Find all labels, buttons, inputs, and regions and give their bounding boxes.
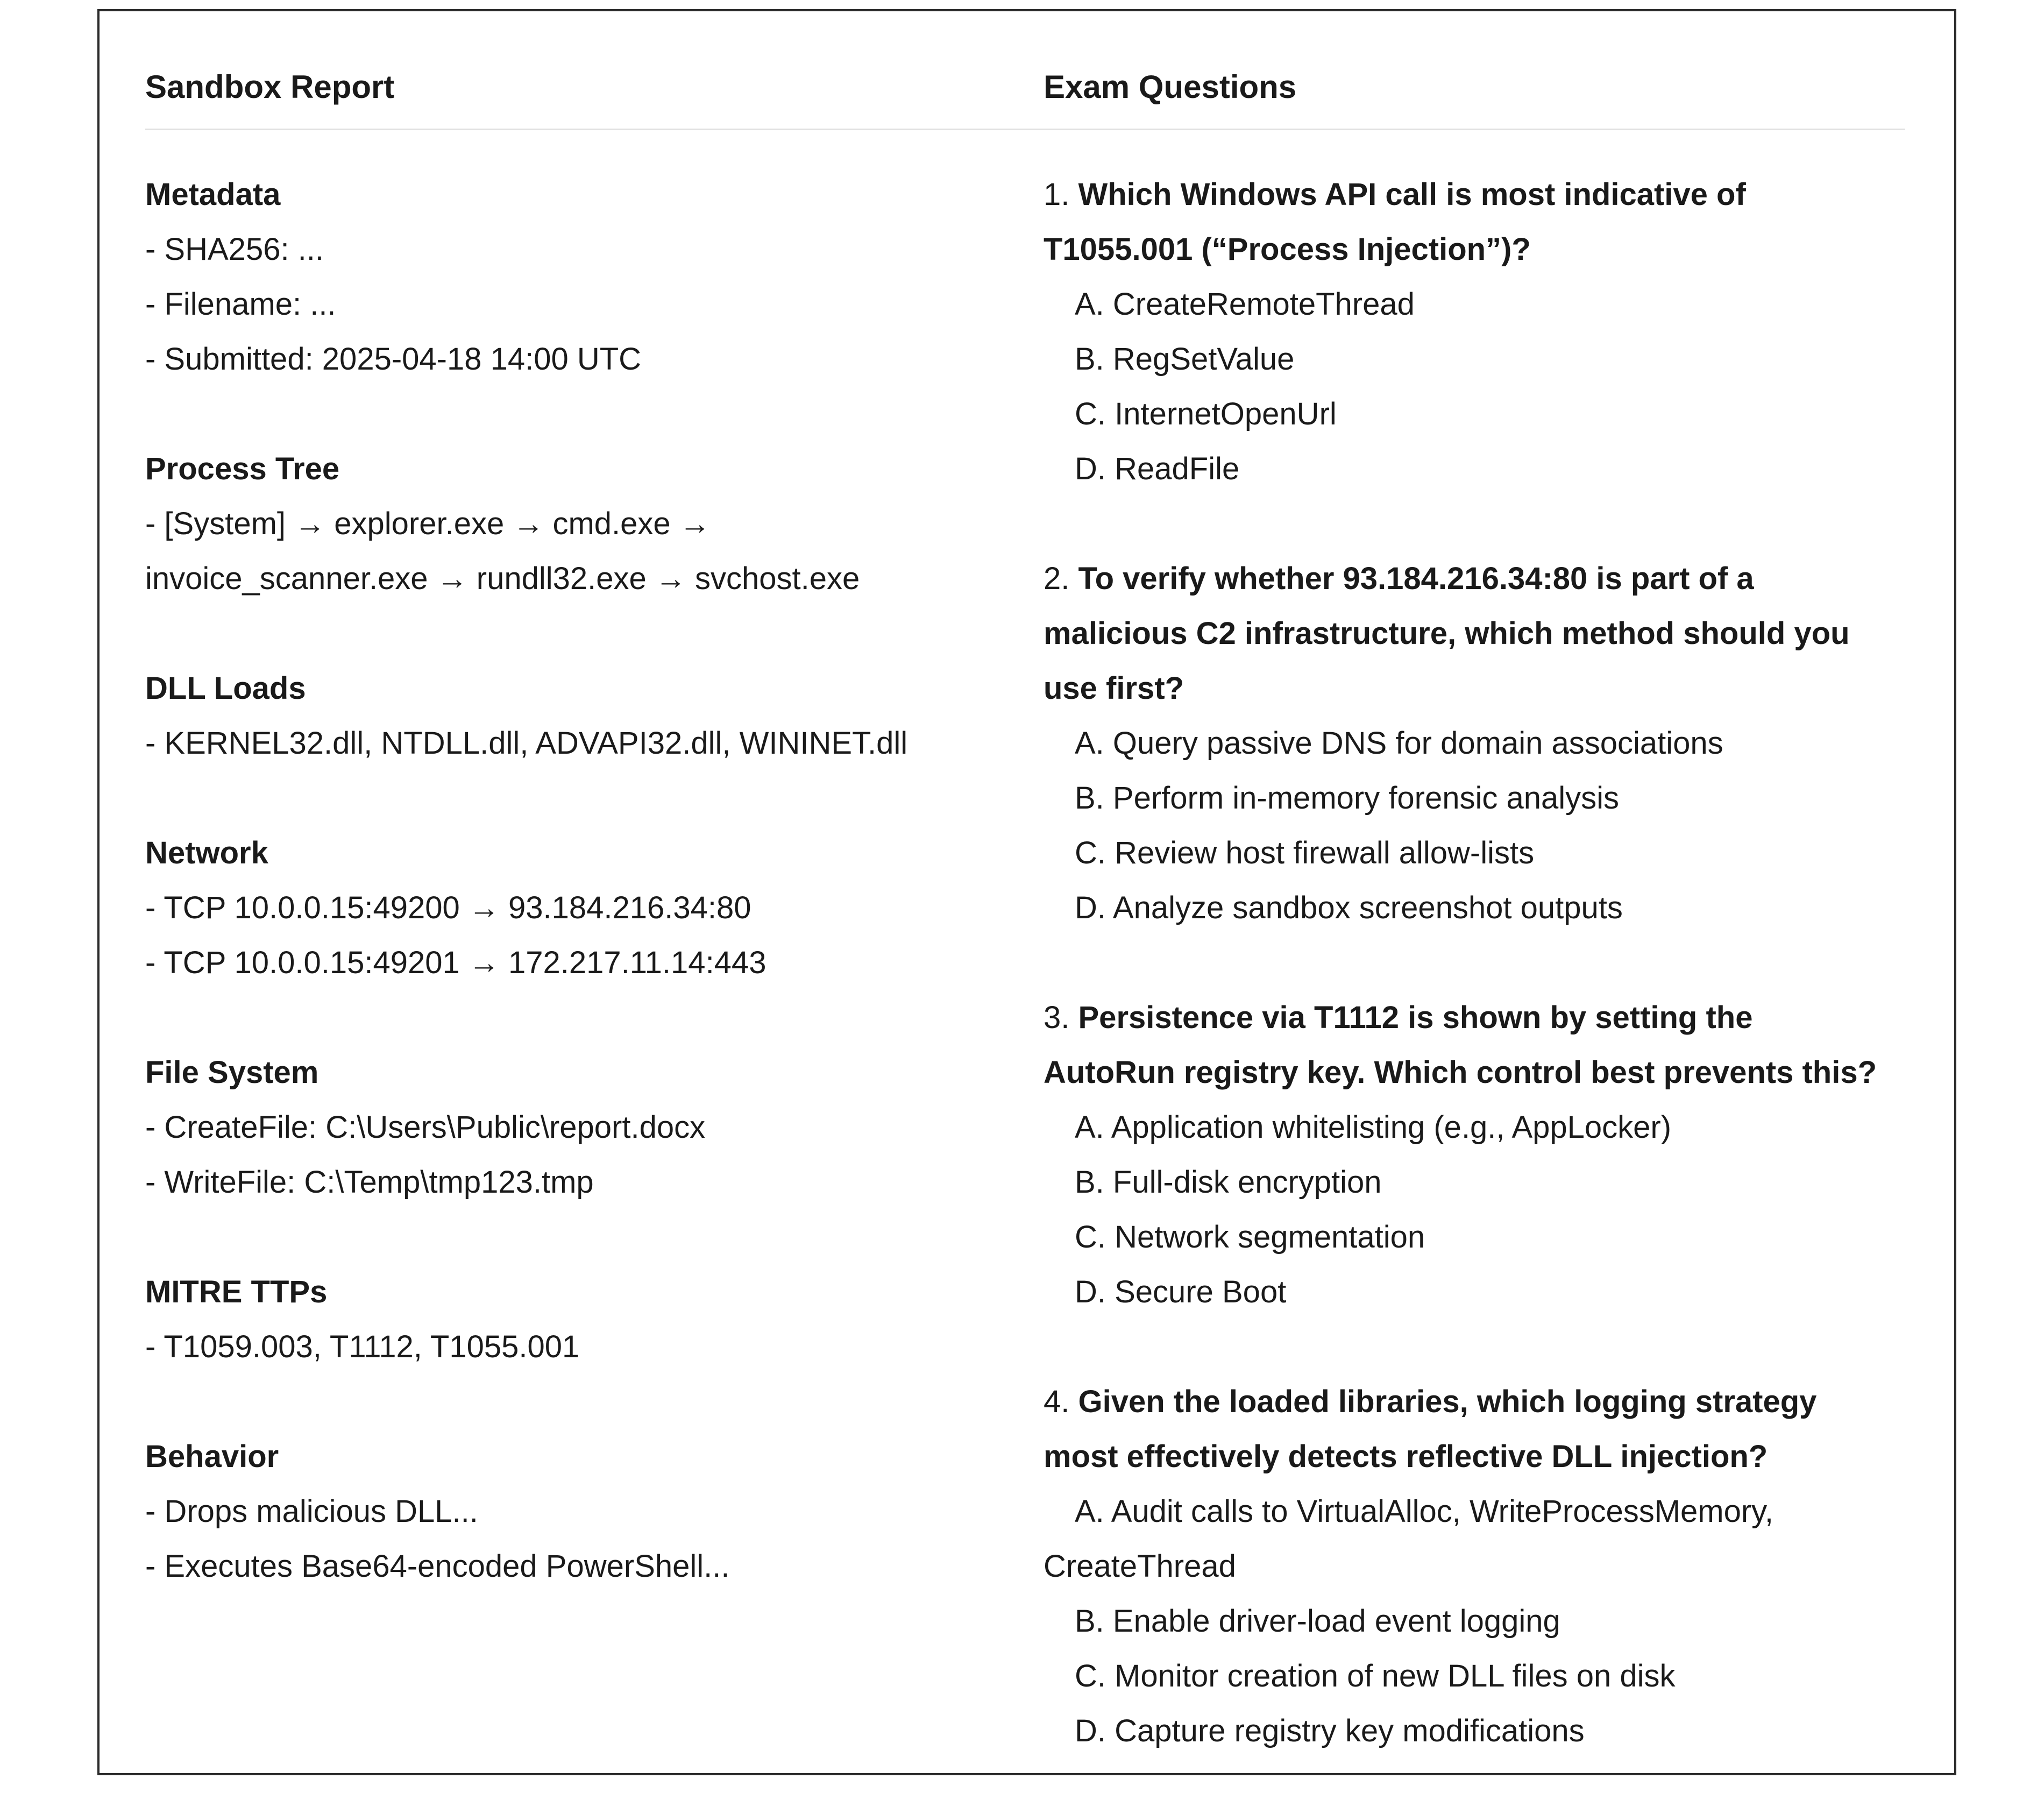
spacer — [1044, 1320, 1926, 1374]
section-heading-behavior: Behavior — [145, 1439, 279, 1474]
answer-option: A. Audit calls to VirtualAlloc, WriteProcessMemory, — [1075, 1494, 1773, 1529]
question-1-line — [1044, 167, 1926, 222]
spacer — [1044, 497, 1926, 551]
report-line: - CreateFile: C:\Users\Public\report.docx — [145, 1110, 706, 1145]
section-heading-file-system: File System — [145, 1055, 319, 1090]
question-2-line — [1044, 551, 1926, 606]
question-number: 4. — [1044, 1384, 1070, 1419]
spacer — [145, 1374, 984, 1429]
answer-option: C. Network segmentation — [1075, 1220, 1425, 1255]
report-line: - WriteFile: C:\Temp\tmp123.tmp — [145, 1165, 594, 1200]
answer-option: A. Application whitelisting (e.g., AppLocker) — [1075, 1110, 1672, 1145]
answer-option: A. Query passive DNS for domain associations — [1075, 726, 1723, 761]
spacer — [145, 387, 984, 442]
spacer — [145, 1210, 984, 1265]
question-number: 2. — [1044, 561, 1070, 596]
question-text: AutoRun registry key. Which control best prevents this? — [1044, 1055, 1877, 1090]
section-heading-dll-loads: DLL Loads — [145, 671, 306, 706]
question-4-line — [1044, 1374, 1926, 1429]
question-text: Persistence via T1112 is shown by setting the — [1078, 1000, 1753, 1035]
answer-option: A. CreateRemoteThread — [1075, 287, 1415, 322]
question-text: To verify whether 93.184.216.34:80 is part of a — [1078, 561, 1754, 596]
answer-option-continuation: CreateThread — [1044, 1549, 1236, 1584]
answer-option: B. Full-disk encryption — [1075, 1165, 1382, 1200]
question-3-line — [1044, 990, 1926, 1045]
sandbox-report-content — [145, 167, 984, 1594]
answer-option: C. InternetOpenUrl — [1075, 396, 1337, 431]
answer-option: B. Perform in-memory forensic analysis — [1075, 781, 1620, 816]
spacer — [145, 606, 984, 661]
answer-option: D. Secure Boot — [1075, 1274, 1287, 1309]
sandbox-report-title: Sandbox Report — [145, 69, 395, 105]
report-line: - KERNEL32.dll, NTDLL.dll, ADVAPI32.dll, WININET.dll — [145, 726, 908, 761]
report-line: invoice_scanner.exe → rundll32.exe → svchost.exe — [145, 561, 860, 596]
answer-option: B. RegSetValue — [1075, 342, 1295, 377]
answer-option: C. Review host firewall allow-lists — [1075, 835, 1535, 870]
exam-questions-content — [1044, 167, 1926, 1759]
section-heading-mitre-ttps: MITRE TTPs — [145, 1274, 328, 1309]
spacer — [145, 990, 984, 1045]
report-line: - Submitted: 2025-04-18 14:00 UTC — [145, 342, 642, 377]
spacer — [1044, 936, 1926, 990]
question-text: T1055.001 (“Process Injection”)? — [1044, 232, 1531, 267]
answer-option: D. Capture registry key modifications — [1075, 1713, 1585, 1748]
answer-option: B. Enable driver-load event logging — [1075, 1604, 1560, 1639]
question-text: malicious C2 infrastructure, which method should you — [1044, 616, 1850, 651]
exam-questions-title: Exam Questions — [1044, 69, 1297, 105]
report-line: - TCP 10.0.0.15:49200 → 93.184.216.34:80 — [145, 890, 751, 925]
question-text: most effectively detects reflective DLL injection? — [1044, 1439, 1768, 1474]
section-heading-metadata: Metadata — [145, 177, 281, 212]
report-frame — [97, 9, 1956, 1775]
question-number: 1. — [1044, 177, 1070, 212]
report-line: - TCP 10.0.0.15:49201 → 172.217.11.14:443 — [145, 945, 767, 980]
header-divider — [145, 129, 1905, 130]
report-line: - Drops malicious DLL... — [145, 1494, 478, 1529]
answer-option: D. Analyze sandbox screenshot outputs — [1075, 890, 1623, 925]
report-line: - SHA256: ... — [145, 232, 324, 267]
section-heading-process-tree: Process Tree — [145, 451, 340, 486]
answer-option: C. Monitor creation of new DLL files on disk — [1075, 1659, 1676, 1693]
report-line: - T1059.003, T1112, T1055.001 — [145, 1329, 580, 1364]
question-text: use first? — [1044, 671, 1184, 706]
question-text: Given the loaded libraries, which logging strategy — [1078, 1384, 1817, 1419]
report-line: - [System] → explorer.exe → cmd.exe → — [145, 506, 711, 541]
report-line: - Filename: ... — [145, 287, 336, 322]
question-text: Which Windows API call is most indicative of — [1078, 177, 1746, 212]
section-heading-network: Network — [145, 835, 268, 870]
answer-option: D. ReadFile — [1075, 451, 1240, 486]
report-line: - Executes Base64-encoded PowerShell... — [145, 1549, 730, 1584]
question-number: 3. — [1044, 1000, 1070, 1035]
spacer — [145, 771, 984, 826]
